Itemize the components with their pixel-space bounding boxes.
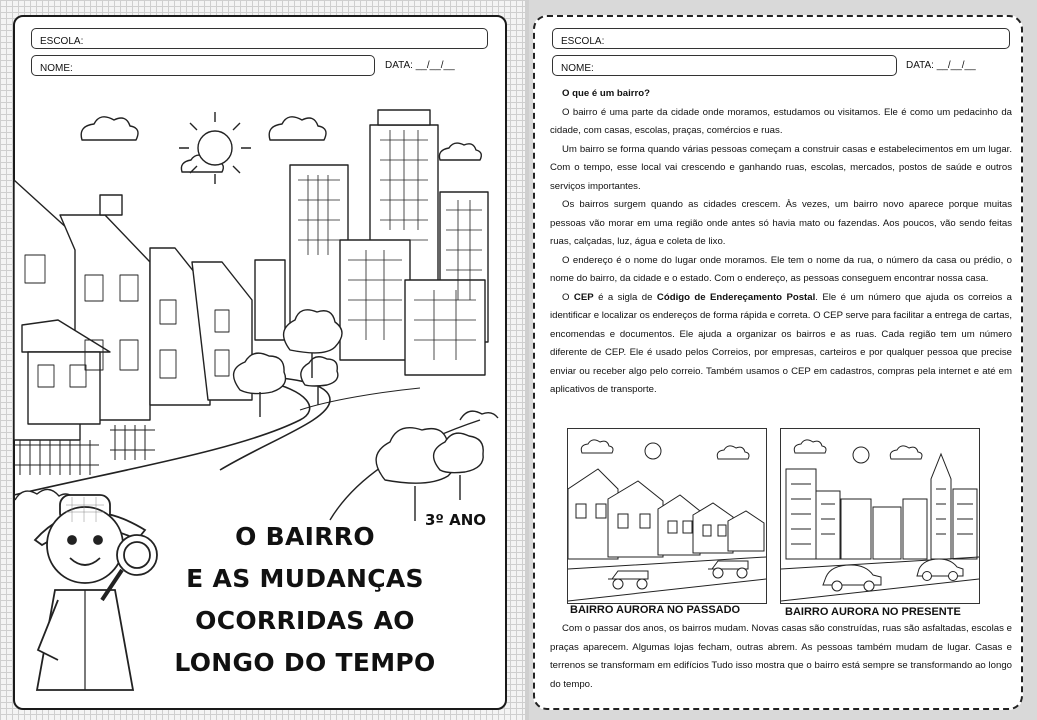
closing-text [550,620,1012,694]
cep-post: . Ele é um número que ajuda os correios a identificar e localizar os endereços de forma rápida e correta. O CEP serve para facilitar a entrega de cartas, encomendas e documentos. Ele ajuda a organizar os bairros e as ruas. Cada região tem um número diferente de CEP. Ele é usado pelos Correios, por empresas, carteiros e por qualquer pessoa que precise enviar ou receber algo pelo correio. Também usamos o CEP em cadastros, compras pela internet e até em aplicativos de transporte. [550,291,1012,395]
cep-mid: é a sigla de [593,291,657,303]
school-label: ESCOLA: [40,36,84,47]
cloud-icon [81,117,138,140]
article-heading: O que é um bairro? [562,88,650,99]
cep-term: CEP [573,291,594,303]
paragraph: O endereço é o nome do lugar onde moramos. Ele tem o nome da rua, o número da casa ou prédio, o nome do bairro, da cidade e o estado. Com o endereço, as pessoas conseguem encontrar nossa casa. [550,254,1012,284]
past-neighborhood-picture [567,428,767,604]
title-line-4: LONGO DO TEMPO [174,648,436,677]
name-field-right[interactable] [552,55,897,76]
old-houses-icon [568,429,766,603]
date-field[interactable]: DATA: __/__/__ [385,60,455,71]
closing-paragraph: Com o passar dos anos, os bairros mudam. Novas casas são construídas, ruas são asfaltadas, escolas e praças aparecem. Algumas lojas fecham, outras abrem. As pessoas também mudam de lugar. Casas e terrenos se transformam em edifícios Tudo isso mostra que o bairro está sempre se transformando ao longo do tempo. [550,623,1012,690]
school-label-right: ESCOLA: [561,36,605,47]
page-divider [525,0,529,720]
school-field-right[interactable] [552,28,1010,49]
title-line-2: E AS MUDANÇAS [186,564,424,593]
cep-paragraph [550,289,1012,400]
paragraph: Um bairro se forma quando várias pessoas começam a construir casas e estabelecimentos em um lugar. Com o tempo, esse local vai crescendo e ganhando ruas, escolas, mercados, postos de saúde e outros serviços importantes. [550,143,1012,192]
cep-full-name: Código de Endereçamento Postal [656,291,816,303]
caption-past: BAIRRO AURORA NO PASSADO [570,604,741,616]
cloud-icon [439,143,481,160]
modern-buildings-icon [781,429,979,603]
grade-label: 3º ANO [425,511,487,529]
name-label-right: NOME: [561,63,594,74]
title-line-3: OCORRIDAS AO [195,606,415,635]
present-neighborhood-picture [780,428,980,604]
paragraph: O bairro é uma parte da cidade onde moramos, estudamos ou visitamos. Ele é como um pedacinho da cidade, com casas, escolas, praças, comércios e ruas. [550,106,1012,136]
cloud-icon [269,117,326,140]
cep-pre: O [562,291,574,303]
title-line-1: O BAIRRO [235,522,375,551]
article-text [550,85,1012,400]
sun-icon [179,112,251,184]
date-field-right[interactable]: DATA: __/__/__ [906,60,976,71]
caption-present: BAIRRO AURORA NO PRESENTE [785,606,961,618]
name-label: NOME: [40,63,73,74]
detective-kid-icon [35,495,157,690]
paragraph: Os bairros surgem quando as cidades crescem. Às vezes, um bairro novo aparece porque muitas pessoas vão morar em uma região onde antes só havia mato ou fazendas. Aos poucos, vão sendo feitas ruas, calçadas, luz, água e coleta de lixo. [550,199,1012,247]
